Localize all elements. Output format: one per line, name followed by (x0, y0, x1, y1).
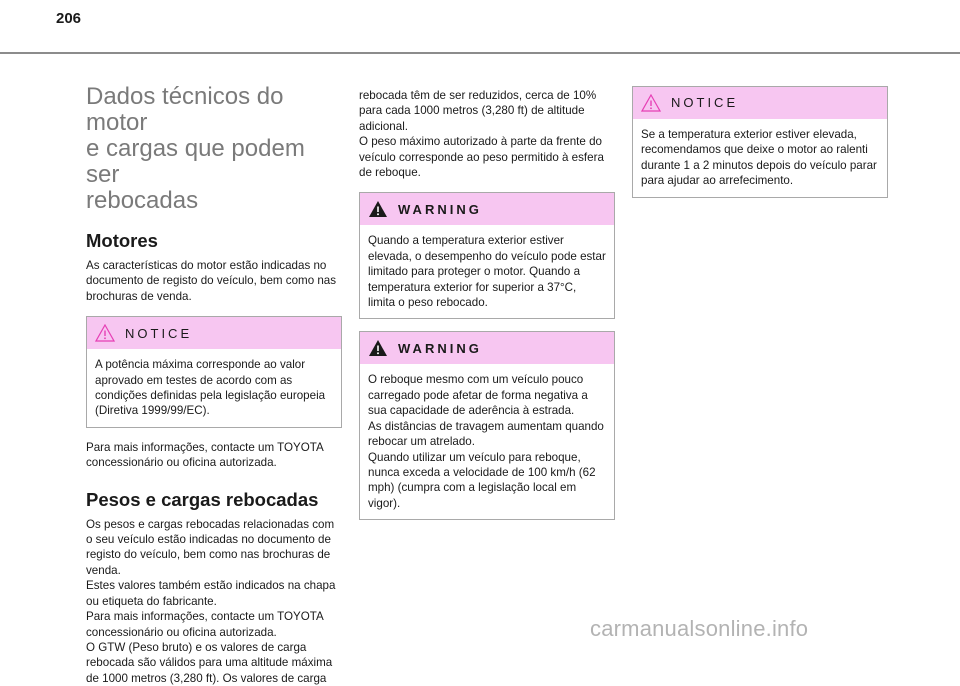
motores-heading: Motores (86, 230, 158, 251)
watermark: carmanualsonline.info (590, 616, 809, 641)
column-1 (86, 70, 342, 686)
column-3 (632, 86, 888, 210)
column-2 (359, 88, 615, 532)
notice-text: A potência máxima corresponde ao valor aprovado em testes de acordo com as condições definidas pela legislação europeia (Diretiva 1999/99/EC). (95, 358, 326, 418)
pesos-text: Os pesos e cargas rebocadas relacionadas com o seu veículo estão indicadas no documento de registo do veículo, bem como nas brochuras de venda. Estes valores também estão indicados na chapa ou etiqueta do fabricante. Para mais informações, contacte um TOYOTA concessionário ou oficina autorizada. O GTW (Peso bruto) e os valores de carga rebocada são válidos para uma altitude máxima de 1000 metros (3,280 ft). Os valores de carga (86, 517, 336, 685)
notice-box-engine (86, 316, 342, 428)
warning-text: O reboque mesmo com um veículo pouco carregado pode afetar de forma negativa a sua capacidade de aderência à estrada. As distâncias de travagem aumentam quando rebocar um atrelado. Quando utilizar um veículo para reboque, nunca exceda a velocidade de 100 km/h (62 mph) (cumpra com a legislação local em vigor). (368, 373, 604, 510)
warning-label: WARNING (398, 340, 482, 356)
warning-triangle-filled-icon (368, 339, 388, 357)
warning-box-towing (359, 331, 615, 520)
notice-label: NOTICE (125, 325, 193, 341)
warning-box-header (360, 193, 614, 225)
warning-box-header (360, 332, 614, 364)
notice-label: NOTICE (671, 95, 739, 111)
warning-triangle-outline-icon (95, 324, 115, 342)
warning-box-temperature (359, 192, 615, 319)
notice-box-header (633, 87, 887, 119)
motores-text: As características do motor estão indicadas no documento de registo do veículo, bem como nas brochuras de venda. (86, 259, 337, 303)
warning-triangle-outline-icon (641, 94, 661, 112)
warning-text: Quando a temperatura exterior estiver elevada, o desempenho do veículo pode estar limitado para proteger o motor. Quando a temperatura exterior for superior a 37°C, limita o peso rebocado. (368, 234, 606, 310)
contact-text: Para mais informações, contacte um TOYOTA concessionário ou oficina autorizada. (86, 440, 324, 470)
continuation-text: rebocada têm de ser reduzidos, cerca de 10% para cada 1000 metros (3,280 ft) de altitude adicional. O peso máximo autorizado à parte da frente do veículo corresponde ao peso permitido à esfera de reboque. (359, 89, 604, 180)
page-title: Dados técnicos do motor e cargas que podem ser rebocadas (86, 83, 305, 214)
warning-triangle-filled-icon (368, 200, 388, 218)
header-rule (0, 52, 960, 54)
pesos-heading: Pesos e cargas rebocadas (86, 488, 319, 510)
notice-box-header (87, 317, 341, 349)
notice-box-cooling (632, 86, 888, 198)
page-number: 206 (56, 10, 82, 27)
notice-text: Se a temperatura exterior estiver elevada, recomendamos que deixe o motor ao ralenti durante 1 a 2 minutos depois do veículo parar para ajudar ao arrefecimento. (641, 128, 877, 188)
warning-label: WARNING (398, 201, 482, 217)
